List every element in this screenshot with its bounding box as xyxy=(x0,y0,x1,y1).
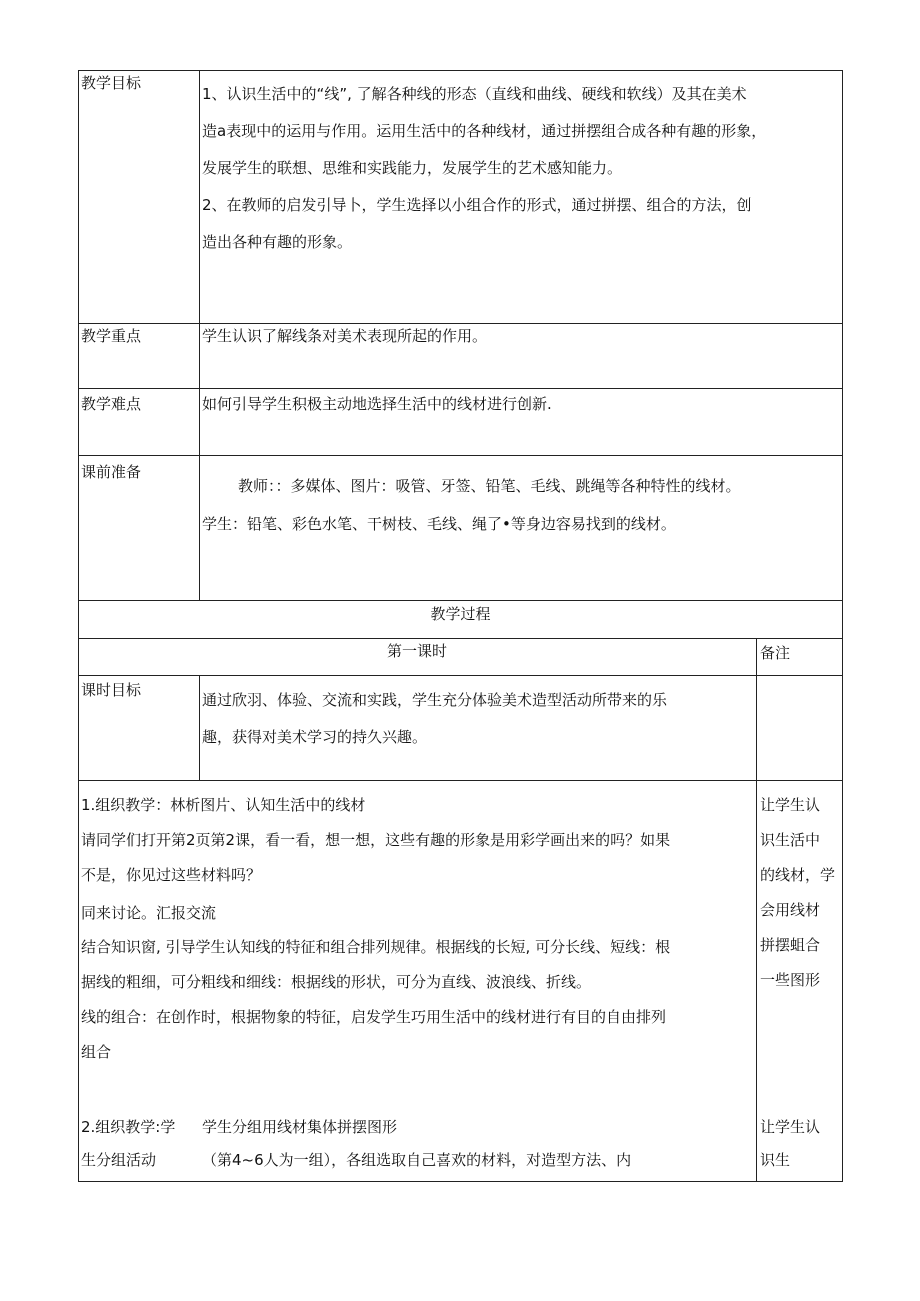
goals-line: 造a表现中的运用与作用。运用生活中的各种线材，通过拼摆组合成各种有趣的形象， xyxy=(202,122,767,140)
step2-note-line: 识生 xyxy=(760,1151,791,1169)
row-divider xyxy=(78,1181,843,1182)
goals-line: 造出各种有趣的形象。 xyxy=(202,233,353,251)
difficulty-label: 教学难点 xyxy=(81,395,142,413)
step1-note-line: 识生活中 xyxy=(760,831,821,849)
step1-line: 请同学们打开第2页第2课，看一看，想一想，这些有趣的形象是用彩学画出来的吗？如果 xyxy=(81,831,671,849)
row-divider xyxy=(78,70,843,71)
step1-note-line: 一些图形 xyxy=(760,971,821,989)
step2-line: 学生分组用线材集体拼摆图形 xyxy=(202,1118,398,1136)
step1-line: 线的组合：在创作时，根据物象的特征，启发学生巧用生活中的线材进行有目的自由排列 xyxy=(81,1008,667,1026)
preparation-teacher: 教师：：多媒体、图片：吸管、牙签、铅笔、毛线、跳绳等各种特性的线材。 xyxy=(238,477,741,495)
step2-label-line: 生分组活动 xyxy=(81,1151,157,1169)
goals-label: 教学目标 xyxy=(81,74,142,92)
step1-note-line: 会用线材 xyxy=(760,901,821,919)
step1-line: 据线的粗细，可分粗线和细线：根据线的形状，可分为直线、波浪线、折线。 xyxy=(81,973,592,991)
preparation-label: 课前准备 xyxy=(81,463,142,481)
row-divider xyxy=(78,455,843,456)
period-title: 第一课时 xyxy=(386,642,447,660)
period-goal-line: 通过欣羽、体验、交流和实践，学生充分体验美术造型活动所带来的乐 xyxy=(202,691,668,709)
goals-line: 1、认识生活中的“线”, 了解各种线的形态（直线和曲线、硬线和软线）及其在美术 xyxy=(202,85,747,103)
row-divider xyxy=(78,675,843,676)
period-goal-line: 趣，获得对美术学习的持久兴趣。 xyxy=(202,728,428,746)
step1-note-line: 拼摆蛆合 xyxy=(760,936,821,954)
step2-label-line: 2.组织教学:学 xyxy=(81,1118,176,1136)
goals-line: 发展学生的联想、思维和实践能力，发展学生的艺术感知能力。 xyxy=(202,159,623,177)
step2-note-line: 让学生认 xyxy=(760,1118,821,1136)
key-point-text: 学生认识了解线条对美术表现所起的作用。 xyxy=(202,327,488,345)
preparation-student: 学生：铅笔、彩色水笔、干树枝、毛线、绳了•等身边容易找到的线材。 xyxy=(202,515,676,533)
row-divider xyxy=(78,780,843,781)
column-divider xyxy=(199,70,200,600)
step2-line: （第4~6人为一组），各组选取自己喜欢的材料，对造型方法、内 xyxy=(202,1151,632,1169)
column-divider xyxy=(199,675,200,780)
notes-header: 备注 xyxy=(760,644,791,662)
key-point-label: 教学重点 xyxy=(81,327,142,345)
period-goal-label: 课时目标 xyxy=(81,681,142,699)
difficulty-text: 如何引导学生积极主动地选择生活中的线材进行创新. xyxy=(202,395,552,413)
column-divider xyxy=(756,638,757,1182)
step1-line: 1.组织教学：林析图片、认知生活中的线材 xyxy=(81,796,366,814)
step1-line: 结合知识窗, 引导学生认知线的特征和组合排列规律。根据线的长短, 可分长线、短线：根 xyxy=(81,938,671,956)
lesson-plan-table xyxy=(78,70,843,1182)
step1-line: 同来讨论。汇报交流 xyxy=(81,904,217,922)
process-title: 教学过程 xyxy=(430,605,491,623)
step1-note-line: 的线材，学 xyxy=(760,866,836,884)
step1-line: 不是，你见过这些材料吗？ xyxy=(81,866,262,884)
step1-line: 组合 xyxy=(81,1043,112,1061)
step1-note-line: 让学生认 xyxy=(760,796,821,814)
goals-line: 2、在教师的启发引导卜，学生选择以小组合作的形式，通过拼摆、组合的方法，创 xyxy=(202,196,752,214)
